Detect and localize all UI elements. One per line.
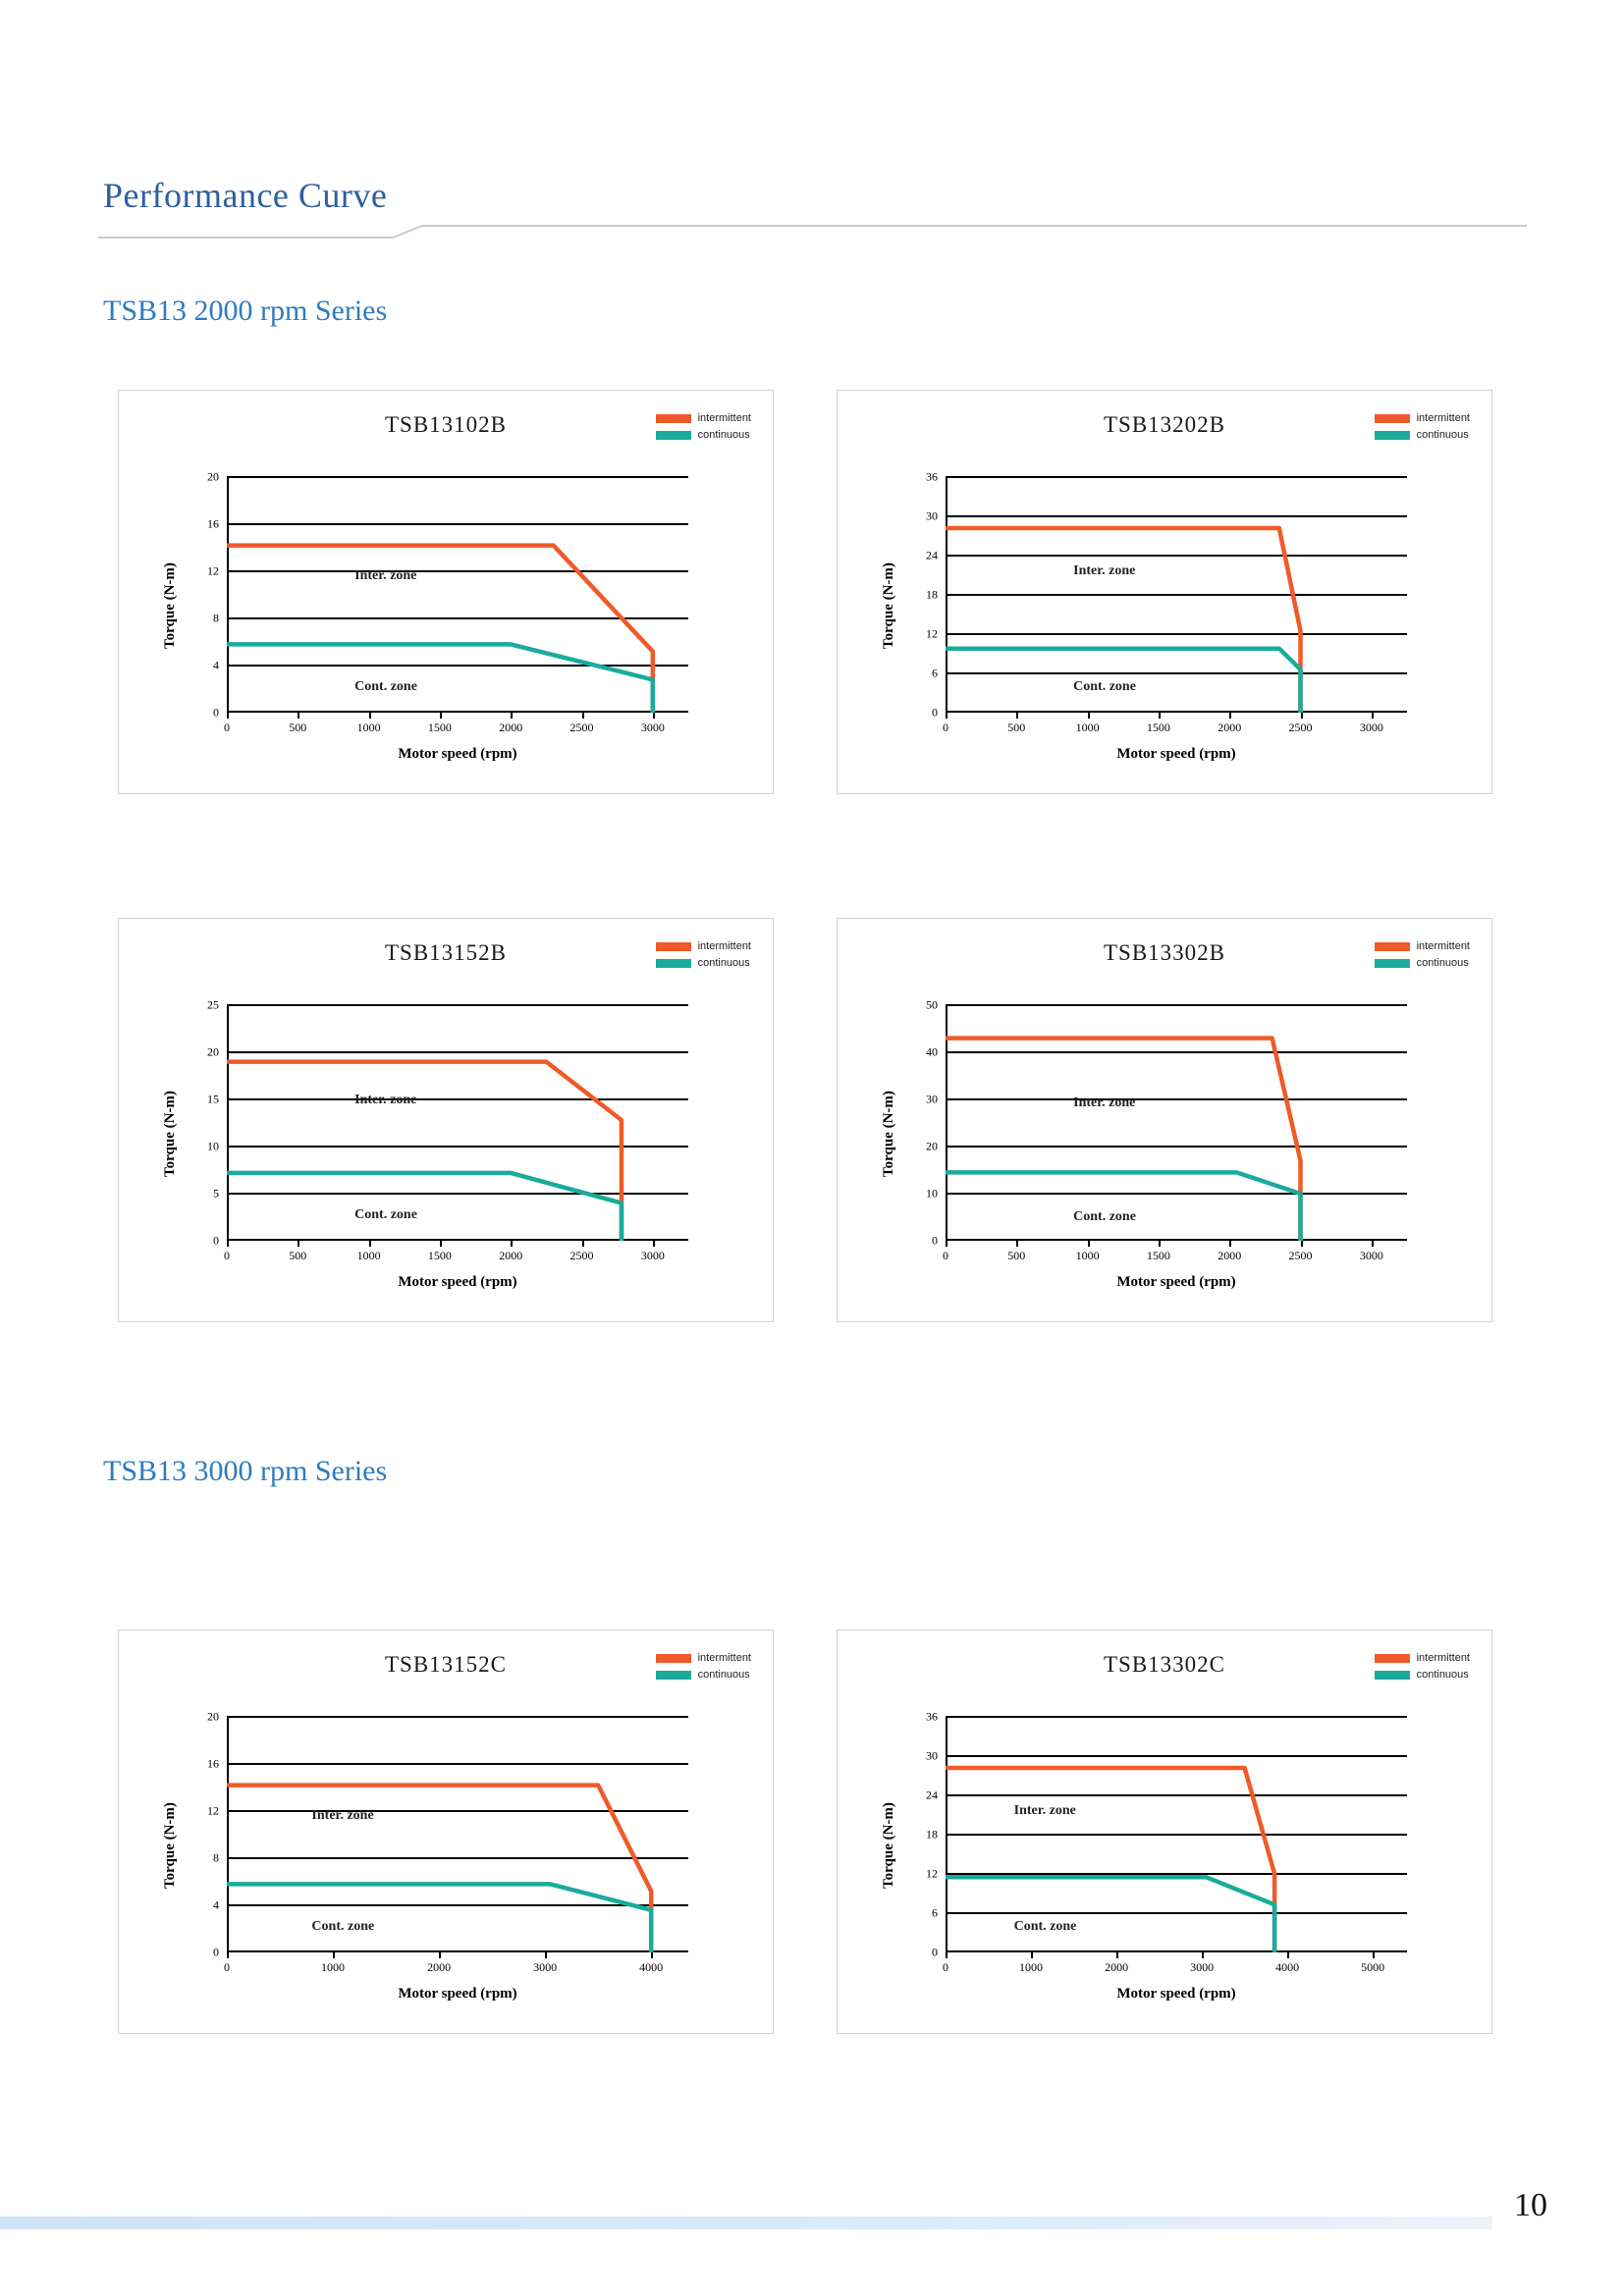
y-axis-tick-label: 0: [213, 1233, 219, 1248]
x-axis-tick: [1116, 1952, 1118, 1958]
legend-swatch: [656, 1654, 691, 1663]
chart-curves: [946, 1005, 1407, 1241]
zone-label: Inter. zone: [354, 568, 417, 583]
series-line: [227, 1884, 651, 1952]
y-axis-tick-label: 4: [213, 658, 219, 672]
legend-item: [656, 429, 751, 441]
y-axis-tick-label: 0: [213, 705, 219, 720]
chart-title: TSB13152C: [384, 1652, 508, 1677]
chart-card: [837, 1629, 1492, 2034]
legend-item: [1375, 957, 1470, 969]
y-axis-tick-label: 6: [932, 1905, 938, 1920]
plot-area: [926, 469, 1407, 734]
y-axis-tick-label: 18: [926, 1827, 938, 1842]
chart-legend: [656, 1652, 751, 1685]
title-divider: [98, 224, 1527, 240]
x-axis-tick: [582, 1241, 584, 1247]
x-axis-tick-label: 500: [289, 1249, 307, 1262]
x-axis-tick-label: 3000: [1359, 721, 1383, 734]
x-axis-tick-label: 500: [1007, 721, 1026, 734]
legend-item: [1375, 429, 1470, 441]
y-axis-tick-label: 16: [207, 516, 219, 531]
legend-item: [1375, 1669, 1470, 1681]
x-axis-tick: [1372, 1241, 1374, 1247]
y-axis-tick-label: 16: [207, 1756, 219, 1771]
chart-title: TSB13152B: [384, 940, 508, 965]
x-axis-tick: [1016, 1241, 1018, 1247]
x-axis-tick-label: 0: [943, 1960, 948, 1974]
x-axis-tick-label: 1000: [1019, 1960, 1044, 1974]
plot-area: [926, 997, 1407, 1262]
legend-label: intermittent: [1416, 412, 1470, 424]
chart-legend: [1375, 412, 1470, 446]
legend-item: [1375, 1652, 1470, 1664]
x-axis-tick: [227, 713, 229, 719]
x-axis-tick: [1301, 713, 1303, 719]
plot-area: [926, 1709, 1407, 1974]
x-axis-tick: [1031, 1952, 1033, 1958]
y-axis-tick-label: 10: [926, 1186, 938, 1201]
legend-item: [656, 1652, 751, 1664]
x-axis-tick: [298, 1241, 299, 1247]
y-axis-tick-label: 20: [207, 469, 219, 484]
chart-legend: [1375, 1652, 1470, 1685]
legend-swatch: [1375, 414, 1410, 423]
page-number: 10: [1514, 2187, 1547, 2223]
x-axis-tick: [333, 1952, 335, 1958]
x-axis-tick-label: 0: [224, 1249, 230, 1262]
zone-label: Cont. zone: [354, 678, 417, 694]
y-axis-tick-label: 0: [932, 1233, 938, 1248]
legend-label: intermittent: [697, 940, 751, 952]
y-axis-tick-label: 0: [932, 705, 938, 720]
chart-title: TSB13302B: [1103, 940, 1226, 965]
series-line: [227, 546, 653, 713]
chart-card: [118, 918, 774, 1322]
y-axis-label: Torque (N-m): [162, 562, 178, 649]
x-axis-tick: [653, 713, 655, 719]
x-axis-tick: [1301, 1241, 1303, 1247]
zone-label: Inter. zone: [311, 1808, 374, 1823]
y-axis-tick-label: 8: [213, 1850, 219, 1865]
x-axis-tick: [1287, 1952, 1289, 1958]
zone-label: Cont. zone: [354, 1207, 417, 1223]
chart-legend: [656, 412, 751, 446]
x-axis-tick-label: 500: [1007, 1249, 1026, 1262]
y-axis-tick-label: 5: [213, 1186, 219, 1201]
x-axis-tick: [439, 1952, 441, 1958]
zone-label: Inter. zone: [354, 1092, 417, 1107]
legend-swatch: [1375, 942, 1410, 951]
x-axis-tick: [1016, 713, 1018, 719]
zone-label: Inter. zone: [1013, 1802, 1076, 1818]
legend-item: [656, 412, 751, 424]
legend-swatch: [1375, 1671, 1410, 1680]
x-axis-tick-label: 3000: [533, 1960, 558, 1974]
x-axis-tick: [227, 1241, 229, 1247]
x-axis-tick-label: 2000: [499, 721, 523, 734]
x-axis-tick: [946, 1241, 947, 1247]
y-axis-tick-label: 0: [932, 1945, 938, 1959]
x-axis-tick-label: 0: [943, 1249, 948, 1262]
legend-label: continuous: [1416, 1669, 1469, 1681]
y-axis-tick-label: 24: [926, 548, 938, 562]
zone-label: Cont. zone: [1073, 678, 1136, 694]
series-line: [227, 1786, 651, 1952]
chart-card: [118, 1629, 774, 2034]
x-axis-tick: [440, 1241, 442, 1247]
x-axis-tick-label: 3000: [1359, 1249, 1383, 1262]
legend-label: continuous: [697, 1669, 750, 1681]
x-axis-tick-label: 2500: [1288, 1249, 1313, 1262]
x-axis-tick-label: 1500: [427, 721, 452, 734]
y-axis-tick-label: 12: [926, 626, 938, 641]
y-axis-label: Torque (N-m): [881, 562, 896, 649]
legend-item: [656, 957, 751, 969]
legend-swatch: [656, 431, 691, 440]
x-axis-tick: [582, 713, 584, 719]
legend-swatch: [656, 1671, 691, 1680]
legend-label: continuous: [697, 429, 750, 441]
x-axis-tick: [440, 713, 442, 719]
chart-curves: [946, 477, 1407, 713]
y-axis-tick-label: 4: [213, 1897, 219, 1912]
y-axis-label: Torque (N-m): [881, 1091, 896, 1177]
x-axis-tick-label: 4000: [639, 1960, 664, 1974]
y-axis-tick-label: 6: [932, 666, 938, 680]
x-axis-tick: [545, 1952, 547, 1958]
series-line: [946, 1172, 1301, 1241]
x-axis-tick: [1372, 713, 1374, 719]
x-axis-tick-label: 2500: [1288, 721, 1313, 734]
legend-label: continuous: [1416, 429, 1469, 441]
series-line: [227, 1173, 622, 1241]
zone-label: Cont. zone: [1073, 1208, 1136, 1224]
chart-curves: [227, 1717, 688, 1952]
legend-label: intermittent: [1416, 1652, 1470, 1664]
chart-legend: [1375, 940, 1470, 974]
x-axis-tick: [1088, 713, 1090, 719]
series-line: [946, 1877, 1274, 1952]
legend-label: intermittent: [697, 412, 751, 424]
footer-bar: [0, 2216, 1492, 2229]
legend-label: continuous: [1416, 957, 1469, 969]
x-axis-tick-label: 2000: [1218, 721, 1242, 734]
chart-title: TSB13102B: [384, 412, 508, 437]
x-axis-tick-label: 3000: [640, 721, 665, 734]
y-axis-tick-label: 12: [926, 1866, 938, 1881]
y-axis-tick-label: 30: [926, 1748, 938, 1763]
x-axis-tick: [1202, 1952, 1204, 1958]
series-line: [227, 644, 653, 713]
legend-item: [656, 1669, 751, 1681]
x-axis-label: Motor speed (rpm): [1116, 746, 1236, 762]
chart-title: TSB13302C: [1103, 1652, 1226, 1677]
y-axis-tick-label: 0: [213, 1945, 219, 1959]
x-axis-tick-label: 2500: [569, 1249, 594, 1262]
y-axis-tick-label: 24: [926, 1788, 938, 1802]
x-axis-tick-label: 0: [224, 721, 230, 734]
x-axis-tick-label: 500: [289, 721, 307, 734]
plot-area: [207, 469, 688, 734]
page-title: Performance Curve: [103, 176, 388, 215]
y-axis-label: Torque (N-m): [881, 1802, 896, 1889]
legend-swatch: [1375, 431, 1410, 440]
chart-card: [837, 390, 1492, 794]
x-axis-label: Motor speed (rpm): [1116, 1274, 1236, 1290]
section-heading-2000rpm: TSB13 2000 rpm Series: [103, 294, 388, 327]
x-axis-tick: [369, 1241, 371, 1247]
plot-area: [207, 997, 688, 1262]
x-axis-tick-label: 5000: [1361, 1960, 1385, 1974]
x-axis-tick-label: 1500: [1146, 721, 1170, 734]
y-axis-tick-label: 25: [207, 997, 219, 1012]
y-axis-tick-label: 8: [213, 611, 219, 625]
x-axis-tick: [1159, 1241, 1161, 1247]
zone-label: Inter. zone: [1073, 1095, 1136, 1110]
legend-swatch: [656, 959, 691, 968]
x-axis-tick-label: 3000: [1190, 1960, 1215, 1974]
x-axis-tick-label: 1000: [321, 1960, 346, 1974]
y-axis-tick-label: 10: [207, 1139, 219, 1153]
x-axis-tick: [1088, 1241, 1090, 1247]
y-axis-tick-label: 36: [926, 469, 938, 484]
x-axis-tick-label: 4000: [1275, 1960, 1300, 1974]
x-axis-label: Motor speed (rpm): [398, 1274, 517, 1290]
x-axis-tick: [298, 713, 299, 719]
chart-curves: [227, 477, 688, 713]
chart-legend: [656, 940, 751, 974]
x-axis-tick: [511, 713, 513, 719]
chart-curves: [227, 1005, 688, 1241]
zone-label: Cont. zone: [311, 1918, 375, 1934]
x-axis-tick: [651, 1952, 653, 1958]
x-axis-tick-label: 2000: [1105, 1960, 1129, 1974]
y-axis-tick-label: 50: [926, 997, 938, 1012]
x-axis-tick-label: 1000: [1075, 1249, 1100, 1262]
x-axis-tick: [946, 1952, 947, 1958]
x-axis-tick-label: 2000: [1218, 1249, 1242, 1262]
y-axis-label: Torque (N-m): [162, 1091, 178, 1177]
series-line: [227, 1062, 622, 1241]
legend-label: intermittent: [1416, 940, 1470, 952]
y-axis-tick-label: 40: [926, 1044, 938, 1059]
legend-label: continuous: [697, 957, 750, 969]
x-axis-tick: [653, 1241, 655, 1247]
y-axis-tick-label: 20: [207, 1709, 219, 1724]
x-axis-tick-label: 2500: [569, 721, 594, 734]
y-axis-tick-label: 30: [926, 1092, 938, 1106]
x-axis-tick-label: 1000: [356, 721, 381, 734]
plot-area: [207, 1709, 688, 1974]
x-axis-tick-label: 1000: [356, 1249, 381, 1262]
y-axis-tick-label: 15: [207, 1092, 219, 1106]
legend-swatch: [656, 942, 691, 951]
y-axis-tick-label: 20: [207, 1044, 219, 1059]
legend-item: [1375, 940, 1470, 952]
x-axis-tick-label: 2000: [427, 1960, 452, 1974]
y-axis-tick-label: 12: [207, 563, 219, 578]
x-axis-tick-label: 2000: [499, 1249, 523, 1262]
y-axis-label: Torque (N-m): [162, 1802, 178, 1889]
chart-curves: [946, 1717, 1407, 1952]
y-axis-tick-label: 30: [926, 508, 938, 523]
x-axis-tick-label: 1500: [427, 1249, 452, 1262]
chart-title: TSB13202B: [1103, 412, 1226, 437]
x-axis-tick: [1159, 713, 1161, 719]
legend-item: [1375, 412, 1470, 424]
x-axis-tick-label: 1500: [1146, 1249, 1170, 1262]
x-axis-tick: [1229, 713, 1231, 719]
x-axis-tick: [1229, 1241, 1231, 1247]
x-axis-tick-label: 1000: [1075, 721, 1100, 734]
legend-swatch: [1375, 959, 1410, 968]
legend-label: intermittent: [697, 1652, 751, 1664]
section-heading-3000rpm: TSB13 3000 rpm Series: [103, 1455, 388, 1487]
legend-swatch: [656, 414, 691, 423]
chart-card: [837, 918, 1492, 1322]
y-axis-tick-label: 12: [207, 1803, 219, 1818]
x-axis-tick-label: 0: [943, 721, 948, 734]
legend-item: [656, 940, 751, 952]
y-axis-tick-label: 18: [926, 587, 938, 602]
zone-label: Inter. zone: [1073, 562, 1136, 578]
y-axis-tick-label: 20: [926, 1139, 938, 1153]
x-axis-tick: [511, 1241, 513, 1247]
x-axis-tick-label: 0: [224, 1960, 230, 1974]
y-axis-tick-label: 36: [926, 1709, 938, 1724]
x-axis-label: Motor speed (rpm): [398, 746, 517, 762]
x-axis-tick: [1373, 1952, 1375, 1958]
zone-label: Cont. zone: [1013, 1918, 1077, 1934]
chart-card: [118, 390, 774, 794]
x-axis-tick: [227, 1952, 229, 1958]
legend-swatch: [1375, 1654, 1410, 1663]
x-axis-tick-label: 3000: [640, 1249, 665, 1262]
x-axis-label: Motor speed (rpm): [1116, 1986, 1236, 2002]
x-axis-tick: [369, 713, 371, 719]
x-axis-label: Motor speed (rpm): [398, 1986, 517, 2002]
x-axis-tick: [946, 713, 947, 719]
series-line: [946, 1768, 1274, 1952]
